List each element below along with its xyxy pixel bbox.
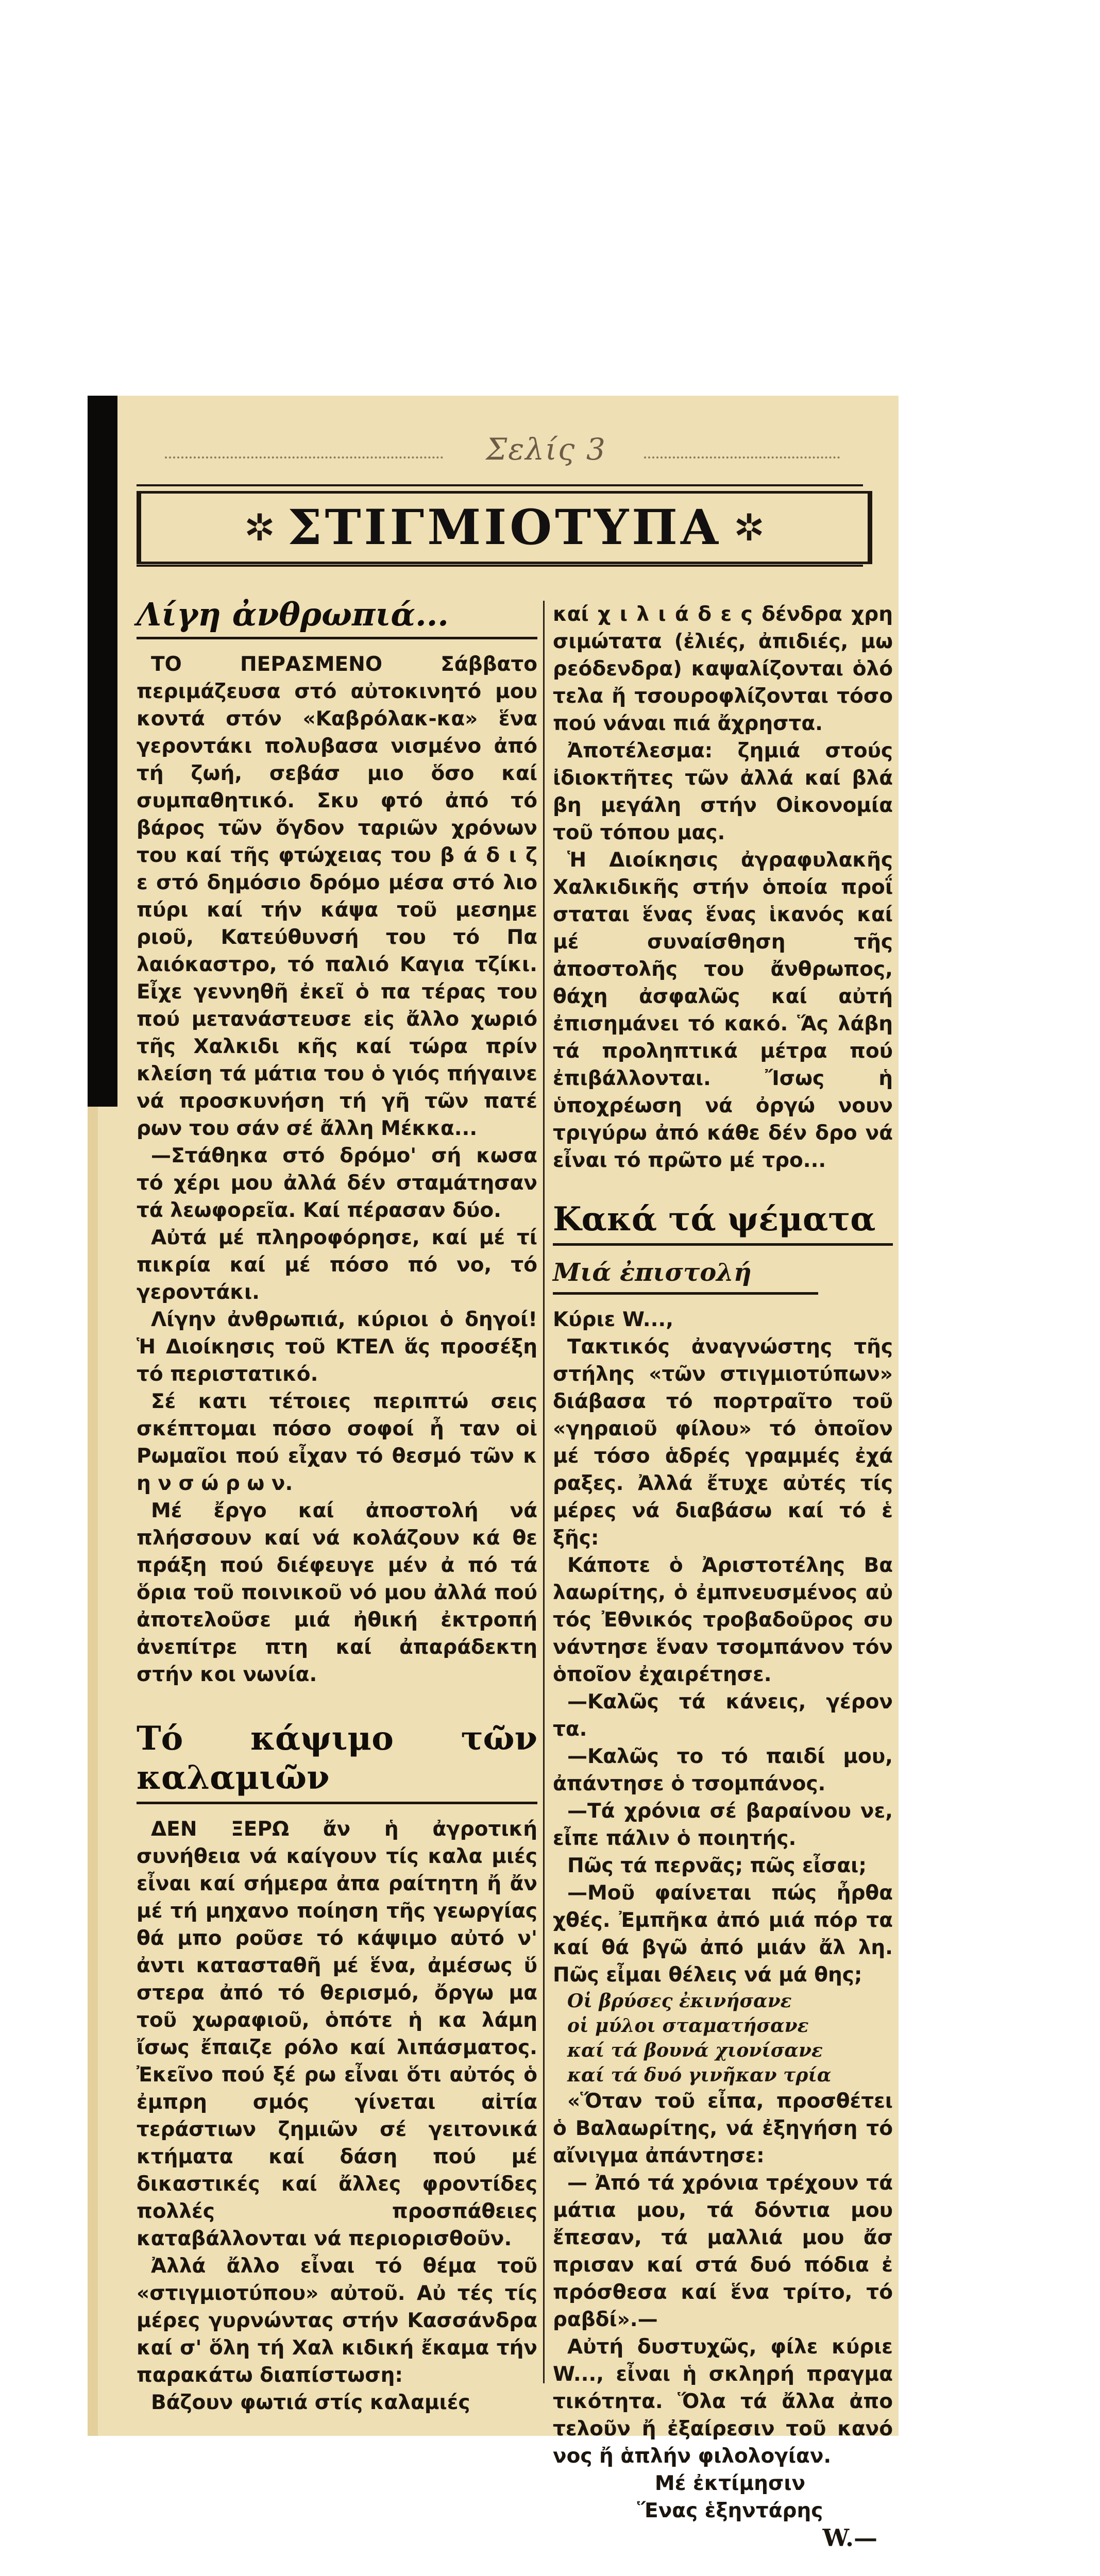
banner-top-rule: [137, 484, 863, 486]
scan-edge: [88, 396, 117, 1107]
subtitle-rule: [553, 1292, 818, 1295]
star-icon: ✲: [244, 506, 276, 549]
newspaper-clipping: [88, 396, 899, 2552]
signer: Ἕνας ἑξηντάρης: [637, 2499, 823, 2522]
scan-edge-lower: [88, 1107, 98, 2436]
paragraph: καί χ ι λ ι ά δ ε ς δένδρα χρη σιμώτατα (ἐλιές, ἀπιδιές, μω ρεόδενδρα) καψαλίζονται ὁλό τελα ἤ τσουροφλίζονται τόσο πού νάναι πιά ἄχρηστα.: [553, 603, 893, 735]
paragraph: —Τά χρόνια σέ βαραίνου νε, εἶπε πάλιν ὁ ποιητής.: [553, 1800, 893, 1850]
closing: Μέ ἐκτίμησιν: [654, 2472, 806, 2495]
paragraph: ΔΕΝ ΞΕΡΩ ἄν ἡ ἀγροτική συνήθεια νά καίγουν τίς καλα μιές εἶναι καί σήμερα ἀπα ραίτητη ἤ ἄν μέ τή μηχανο ποίηση τῆς γεωργίας θά μπο ροῦσε τό κάψιμο αὐτό ν' ἀντι κατασταθῆ μέ ἕνα, ἀμέσως ὕ στερα ἀπό τό θερισμό, ὄργω μα τοῦ χωραφιοῦ, ὁπότε ἡ κα λάμη ἴσως ἔπαιζε ρόλο καί λιπάσματος. Ἐκεῖνο πού ξέ ρω εἶναι ὅτι αὐτός ὁ ἐμπρη σμός γίνεται αἰτία τεράστιων ζημιῶν σέ γειτονικά κτήματα καί δάση πού μέ δικαστικές καί ἄλλες φροντίδες πολλές προσπάθειες καταβάλλονται νά περιορισθοῦν.: [137, 1818, 537, 2250]
paragraph: Βάζουν φωτιά στίς καλαμιές: [151, 2391, 470, 2414]
paragraph: Σέ κατι τέτοιες περιπτώ σεις σκέπτομαι πόσο σοφοί ἦ ταν οἱ Ρωμαῖοι πού εἶχαν τό θεσμό τῶν κ η ν σ ώ ρ ω ν.: [137, 1390, 537, 1495]
paragraph: Πῶς τά περνᾶς; πῶς εἶσαι;: [567, 1854, 867, 1877]
paragraph: —Καλῶς το τό παιδί μου, ἀπάντησε ὁ τσομπάνος.: [553, 1745, 893, 1795]
paragraph: Τακτικός ἀναγνώστης τῆς στήλης «τῶν στιγμιοτύπων» διάβασα τό πορτραῖτο τοῦ «γηραιοῦ φίλου» τό ὁποῖον μέ τόσο ἁδρές γραμμές ἐχά ραξες. Ἀλλά ἔτυχε αὐτές τίς μέρες νά διαβάσω καί τό ἑ ξῆς:: [553, 1335, 893, 1550]
article-title: Κακά τά ψέματα: [553, 1200, 876, 1239]
paragraph: Αὐτά μέ πληροφόρησε, καί μέ τί πικρία καί μέ πόσο πό νο, τό γεροντάκι.: [137, 1226, 537, 1304]
paragraph: —Μοῦ φαίνεται πώς ἦρθα χθές. Ἐμπῆκα ἀπό μιά πόρ τα καί θά βγῶ ἀπό μιάν ἄλ λη. Πῶς εἶμαι θέλεις νά μά θης;: [553, 1882, 893, 1987]
paragraph: Κάποτε ὁ Ἀριστοτέλης Βα λαωρίτης, ὁ ἐμπνευσμένος αὐ τός Ἐθνικός τροβαδοῦρος συ νάντησε ἕναν τσομπάνον τόν ὁποῖον ἐχαιρέτησε.: [553, 1554, 893, 1686]
dotted-rule-right: [644, 456, 840, 459]
column-left: [137, 597, 537, 2416]
column-right: [553, 601, 893, 2552]
article-title: Λίγη ἀνθρωπιά...: [137, 596, 449, 633]
section-banner: [137, 491, 872, 564]
article-title: Τό κάψιμο τῶν καλαμιῶν: [137, 1719, 537, 1797]
paragraph: «Ὅταν τοῦ εἶπα, προσθέτει ὁ Βαλαωρίτης, νά ἐξηγήση τό αἴνιγμα ἀπάντησε:: [553, 2090, 893, 2167]
title-rule: [137, 637, 537, 639]
article-subtitle: Μιά ἐπιστολή: [553, 1258, 752, 1287]
star-icon: ✲: [733, 506, 765, 549]
column-divider: [543, 601, 545, 2383]
paragraph: Αὐτή δυστυχῶς, φίλε κύριε W..., εἶναι ἡ σκληρή πραγμα τικότητα. Ὅλα τά ἄλλα ἀπο τελοῦν ἤ ἐξαίρεσιν τοῦ κανό νος ἤ ἁπλήν φιλολογίαν.: [553, 2335, 893, 2468]
poem-line: καί τά βουνά χιονίσανε: [567, 2040, 823, 2061]
signature-mark: W.—: [822, 2524, 877, 2552]
page-number: Σελίς 3: [486, 432, 606, 467]
paragraph: — Ἀπό τά χρόνια τρέχουν τά μάτια μου, τά δόντια μου ἔπεσαν, τά μαλλιά μου ἄσ πρισαν καί στά δυό πόδια ἐ πρόσθεσα καί ἕνα τρίτο, τό ραβδί».—: [553, 2172, 893, 2331]
title-rule: [137, 1802, 537, 1804]
salutation: Κύριε W...,: [553, 1308, 674, 1331]
paragraph: Ἀποτέλεσμα: ζημιά στούς ἰδιοκτῆτες τῶν ἀλλά καί βλά βη μεγάλη στήν Οἰκονομία τοῦ τόπου μας.: [553, 739, 893, 844]
paragraph: Ἡ Διοίκησις ἀγραφυλακῆς Χαλκιδικῆς στήν ὁποία προΐ σταται ἕνας ἕνας ἱκανός καί μέ συναίσθηση τῆς ἀποστολῆς του ἄνθρωπος, θάχη ἀσφαλῶς καί αὐτή ἐπισημάνει τό κακό. Ἅς λάβη τά προληπτικά μέτρα πού ἐπιβάλλονται. Ἴσως ἡ ὑποχρέωση νά ὀργώ νουν τριγύρω ἀπό κάθε δέν δρο νά εἶναι τό πρῶτο μέ τρο...: [553, 849, 893, 1172]
poem-line: οἱ μύλοι σταματήσανε: [567, 2015, 809, 2037]
title-rule: [553, 1243, 893, 1246]
paragraph: —Στάθηκα στό δρόμο' σή κωσα τό χέρι μου ἀλλά δέν σταμάτησαν τά λεωφορεῖα. Καί πέρασαν δύο.: [137, 1144, 537, 1222]
paragraph: —Καλῶς τά κάνεις, γέρον τα.: [553, 1690, 893, 1741]
paragraph: Λίγην ἀνθρωπιά, κύριοι ὁ δηγοί! Ἡ Διοίκησις τοῦ ΚΤΕΛ ἅς προσέξη τό περιστατικό.: [137, 1308, 537, 1386]
paragraph: ΤΟ ΠΕΡΑΣΜΕΝΟ Σάββατο περιμάζευσα στό αὐτοκινητό μου κοντά στόν «Καβρόλακ-κα» ἕνα γεροντάκι πολυβασα νισμένο ἀπό τή ζωή, σεβάσ μιο ὅσο καί συμπαθητικό. Σκυ φτό ἀπό τό βάρος τῶν ὄγδον ταριῶν χρόνων του καί τῆς φτώχειας του β ά δ ι ζ ε στό δημόσιο δρόμο μέσα στό λιο πύρι καί τήν κάψα τοῦ μεσημε ριοῦ, Κατεύθυνσή του τό Πα λαιόκαστρο, τό παλιό Καγια τζίκι. Εἶχε γεννηθῆ ἐκεῖ ὁ πα τέρας του πού μετανάστευσε εἰς ἄλλο χωριό τῆς Χαλκιδι κῆς καί τώρα πρίν κλείση τά μάτια του ὁ γιός πήγαινε νά προσκυνήση τή γῆ τῶν πατέ ρων του σάν σέ ἄλλη Μέκκα...: [137, 653, 537, 1140]
paragraph: Ἀλλά ἄλλο εἶναι τό θέμα τοῦ «στιγμιοτύπου» αὐτοῦ. Αὐ τές τίς μέρες γυρνώντας στήν Κασσάνδρα καί σ' ὅλη τή Χαλ κιδική ἔκαμα τήν παρακάτω διαπίστωση:: [137, 2255, 537, 2387]
banner-bottom-rule: [137, 565, 863, 567]
poem-line: Οἱ βρύσες ἐκινήσανε: [567, 1990, 792, 2012]
poem-line: καί τά δυό γινῆκαν τρία: [567, 2064, 832, 2086]
paragraph: Μέ ἔργο καί ἀποστολή νά πλήσσουν καί νά κολάζουν κά θε πράξη πού διέφευγε μέν ἀ πό τά ὅρια τοῦ ποινικοῦ νό μου ἀλλά πού ἀποτελοῦσε μιά ἠθική ἐκτροπή ἀνεπίτρε πτη καί ἀπαράδεκτη στήν κοι νωνία.: [137, 1499, 537, 1686]
dotted-rule-left: [165, 456, 443, 459]
section-title: ΣΤΙΓΜΙΟΤΥΠΑ: [287, 499, 721, 556]
